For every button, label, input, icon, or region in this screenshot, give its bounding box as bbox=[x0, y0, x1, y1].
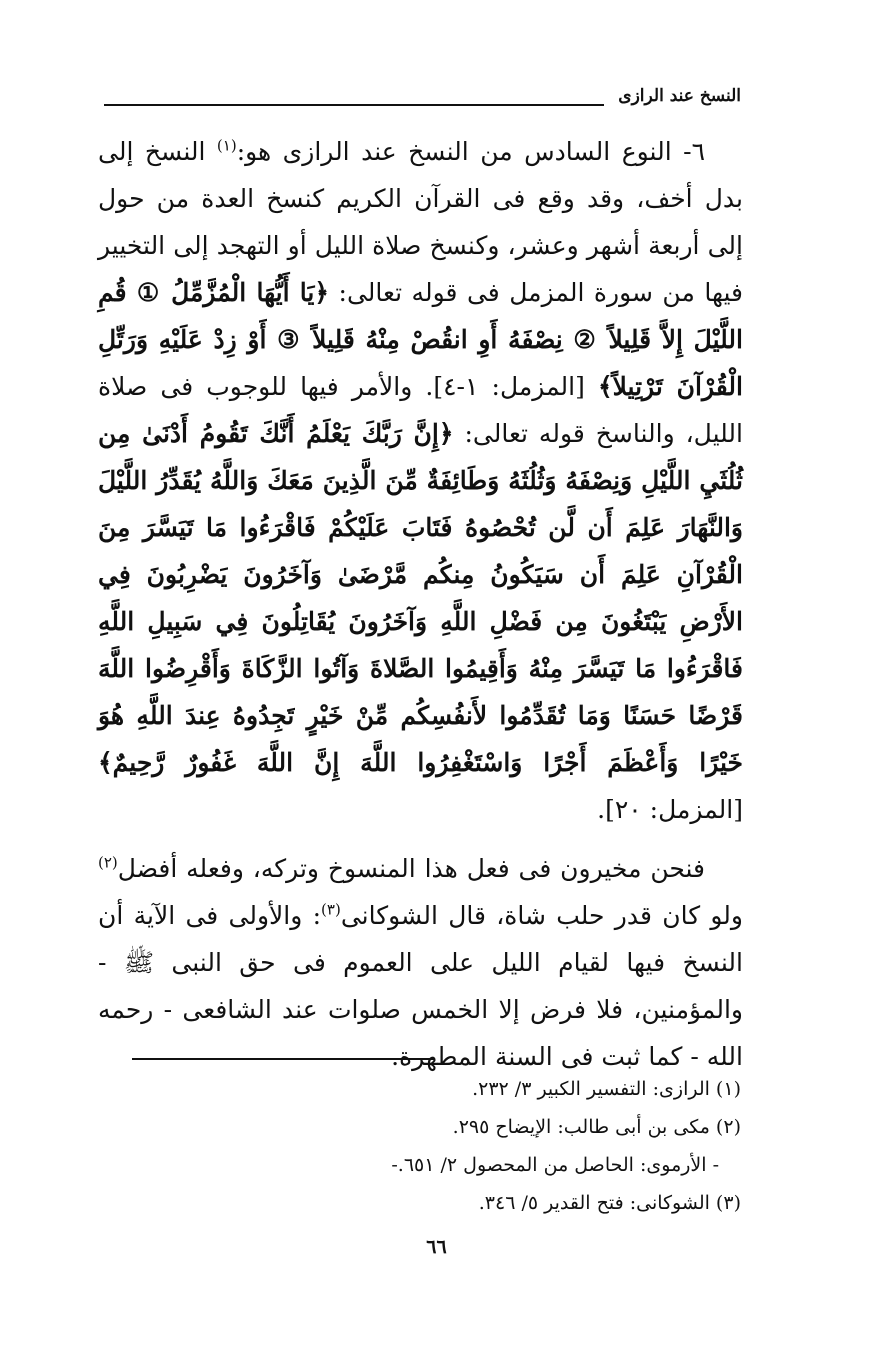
paragraph-1-text-3: [المزمل: ٢٠]. bbox=[597, 795, 743, 824]
page-number: ٦٦ bbox=[426, 1236, 447, 1258]
footnote-1: (١) الرازى: التفسير الكبير ٣/ ٢٣٢. bbox=[472, 1078, 741, 1100]
running-head: النسخ عند الرازى bbox=[618, 86, 741, 106]
footnote-ref-3[interactable]: (٣) bbox=[321, 900, 341, 919]
footnote-ref-1[interactable]: (١) bbox=[216, 136, 237, 155]
paragraph-2-text-a: فنحن مخيرون فى فعل هذا المنسوخ وتركه، وفعله أفضل bbox=[117, 854, 705, 883]
quran-verse-1: ﴿يَا أَيُّهَا الْمُزَّمِّلُ ① قُمِ اللَّيْلَ إِلاَّ قَلِيلاً ② نِصْفَهُ أَوِ انقُصْ مِنْهُ قَلِيلاً ③ أَوْ زِدْ عَلَيْهِ وَرَتِّلِ الْقُرْآنَ تَرْتِيلاً﴾ bbox=[98, 278, 743, 401]
footnote-rule bbox=[132, 1058, 434, 1060]
footnotes bbox=[101, 1070, 741, 1222]
header-rule bbox=[104, 104, 604, 106]
body-text bbox=[98, 128, 743, 1080]
footnote-2-continued: - الأرموى: الحاصل من المحصول ٢/ ٦٥١.- bbox=[391, 1154, 719, 1176]
paragraph-1-intro: ٦- النوع السادس من النسخ عند الرازى هو: bbox=[236, 137, 705, 166]
paragraph-1-text: النسخ إلى بدل أخف، وقد وقع فى القرآن الكريم كنسخ العدة من حول إلى أربعة أشهر وعشر، وكنسخ صلاة الليل أو التهجد إلى التخيير فيها من سورة المزمل فى قوله تعالى: bbox=[98, 137, 743, 307]
quran-verse-2: ﴿إِنَّ رَبَّكَ يَعْلَمُ أَنَّكَ تَقُومُ أَدْنَىٰ مِن ثُلُثَيِ اللَّيْلِ وَنِصْفَهُ وَثُلُثَهُ وَطَائِفَةٌ مِّنَ الَّذِينَ مَعَكَ وَاللَّهُ يُقَدِّرُ اللَّيْلَ وَالنَّهَارَ عَلِمَ أَن لَّن تُحْصُوهُ فَتَابَ عَلَيْكُمْ فَاقْرَءُوا مَا تَيَسَّرَ مِنَ الْقُرْآنِ عَلِمَ أَن سَيَكُونُ مِنكُم مَّرْضَىٰ وَآخَرُونَ يَضْرِبُونَ فِي الأَرْضِ يَبْتَغُونَ مِن فَضْلِ اللَّهِ وَآخَرُونَ يُقَاتِلُونَ فِي سَبِيلِ اللَّهِ فَاقْرَءُوا مَا تَيَسَّرَ مِنْهُ وَأَقِيمُوا الصَّلاةَ وَآتُوا الزَّكَاةَ وَأَقْرِضُوا اللَّهَ قَرْضًا حَسَنًا وَمَا تُقَدِّمُوا لأَنفُسِكُم مِّنْ خَيْرٍ تَجِدُوهُ عِندَ اللَّهِ هُوَ خَيْرًا وَأَعْظَمَ أَجْرًا وَاسْتَغْفِرُوا اللَّهَ إِنَّ اللَّهَ غَفُورٌ رَّحِيمٌ﴾ bbox=[98, 419, 743, 777]
paragraph-2-text-b: ولو كان قدر حلب شاة، قال الشوكانى bbox=[340, 901, 743, 930]
paragraph-1 bbox=[98, 128, 743, 833]
footnote-2: (٢) مكى بن أبى طالب: الإيضاح ٢٩٥. bbox=[452, 1116, 741, 1138]
paragraph-2 bbox=[98, 845, 743, 1080]
footnote-ref-2[interactable]: (٢) bbox=[98, 853, 118, 872]
footnote-3: (٣) الشوكانى: فتح القدير ٥/ ٣٤٦. bbox=[478, 1192, 741, 1214]
paragraph-2-text-c: : والأولى فى الآية أن النسخ فيها لقيام الليل على العموم فى حق النبى ﷺ - والمؤمنين، فلا فرض إلا الخمس صلوات عند الشافعى - رحمه الله - كما ثبت فى السنة المطهرة. bbox=[98, 901, 743, 1071]
paragraph-1-text-2: [المزمل: ١-٤]. والأمر فيها للوجوب فى صلاة الليل، والناسخ قوله تعالى: bbox=[98, 372, 743, 448]
